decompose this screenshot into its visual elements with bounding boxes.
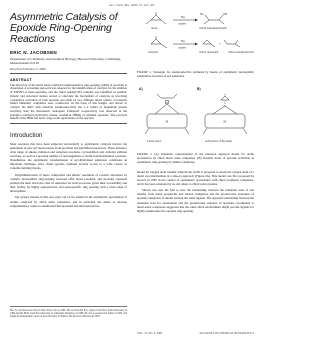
received-date: Received February 2, 2000 — [10, 67, 46, 71]
svg-text:O: O — [166, 101, 168, 105]
paragraph: Most reactions that have been subjected successfully to asymmetric catalysis involve the generation of new sp3 stereocenters from prochiral sp2-hybridized precursors. These include a wide range of alkene oxidation and reduction reactions, cycloaddition and carbonyl addition reactions, as well as a growing number of rearrangement or olefin-functionalization reactions. Nonetheless, the asymmetric transformation of sp3-hybridized substrates constitutes an important challenge, since chiral epoxide synthons provide access to a wide variety of valuable building blocks. — [10, 141, 127, 171]
panel-a-label: A) — [139, 87, 143, 92]
divider — [10, 73, 127, 74]
svg-text:O: O — [155, 12, 158, 16]
svg-text:O: O — [224, 93, 226, 97]
figure-1-caption: FIGURE 1. Strategies for enantioselective synthesis by means of asymmetric nucleophilic substitution reactions of sp3 substrates. — [137, 70, 254, 78]
svg-text:O: O — [155, 35, 158, 40]
resolved-epoxide-structure — [203, 40, 215, 47]
chiral-unreacted-label: chiral, unreacted — [199, 51, 219, 54]
svg-text:M: M — [165, 119, 169, 124]
abstract-text: The discovery of the metal salen-catalyzed enantioselective ring-opening (ARO) of epoxides is chronicled. A screening approach was adopted for the identification of catalysts for the addition of TMSN3 to meso-epoxides, and the chiral (salen)CrN3 complex was identified as optimal. Kinetic and structural studies served to elucidate the mechanism of catalysis as involving cooperative activation of both epoxide and azide by two different metal centers. Covalently linked bimetallic complexes were constructed on the basis of this insight, and shown to catalyze the ARO with identical enantioselectivity but 1–2 orders of magnitude greater reactivity than the monomeric analogues. Enhanced cooperativity was observed in the (salen)Co-catalyzed hydrolytic kinetic resolution (HKR) of terminal epoxides. The practical benefit of the HKR has led to large-scale applications of the reaction. — [10, 82, 127, 121]
paragraph: Shown was also the first to note the relationship between the transition state of one transfer from metal porphyrins and related complexes and the ground-state structures of epoxide complexes of metals bearing the same ligands. The apparent relationship between the transition state for epoxidation and the ground-state structure of epoxides coordinated to metal-salen complexes suggested that the same chiral environment might provide ligands for highly enantioselective epoxide ring-opening. — [137, 188, 254, 213]
nucleophile-label: Nu — [181, 15, 185, 19]
figure-2 — [137, 84, 254, 164]
arrowhead — [195, 43, 198, 45]
nucleophile-label: Nu — [181, 39, 185, 43]
svg-text:+: + — [219, 42, 221, 46]
epoxide-activation-label: Activation of Epoxide — [205, 139, 232, 144]
figure-2-scheme — [137, 84, 254, 146]
catalyst-label: catalyst — [178, 22, 186, 26]
meso-epoxide-structure — [146, 15, 166, 24]
right-column-body — [137, 170, 254, 214]
right-column — [137, 12, 254, 213]
chiral-enantioenriched-label: chiral enantioenriched — [228, 51, 254, 54]
author-affiliation: Department of Chemistry and Chemical Biology, Harvard University, Cambridge, Massachusetts 02138 — [10, 56, 122, 65]
ring-opened-product — [224, 40, 240, 47]
journal-citation: Acc. Chem. Res. 2000, 33, 421–431 — [109, 3, 155, 7]
page-footer — [137, 332, 254, 335]
left-column — [10, 12, 127, 208]
author-biography-footnote: Eric N. Jacobsen was born in New York City in 1960. He received his B.S. degree from New York University in 1982 and his Ph.D. from the University of California, Berkeley, in 1986. He was a postdoctoral fellow at MIT, and began his independent career at the University of Illinois. He moved to Harvard in 1993. — [10, 306, 127, 318]
paragraph: Desymmetrization of meso compounds and kinetic resolution of racemic substrates by catalytic nucleophilic ring-opening reactions offer broad potential, and epoxides represent perhaps the most attractive class of substrates for such processes, given their accessibility and their facility for highly regioselective and stereospecific ring opening with a wide range of nucleophiles. — [10, 172, 127, 194]
author-name: ERIC N. JACOBSEN — [10, 50, 57, 55]
issue-info: VOL. 33, NO. 6, 2000 — [137, 332, 163, 335]
paragraph: model for oxygen atom transfer wherein the olefin is proposed to attack the oxygen atom of a metal oxo intermediate in a side-on approach (Figure 2A). This model was first proposed by Groves in 1985 in the context of asymmetric epoxidation with chiral porphyrin complexes, and it has been extended by us and others to chiral salen systems. — [137, 169, 254, 186]
chiral-enantioenriched-label: chiral enantioenriched — [199, 26, 227, 30]
racemic-label: racemic — [148, 50, 159, 54]
paragraph: My group's interest in this area grew out of our studies in the asymmetric epoxidation of olefins catalyzed by chiral salen complexes, and in particular the desire to develop complementary routes to enantioenriched epoxides and their derivatives. — [10, 195, 127, 208]
svg-text:M: M — [223, 119, 227, 124]
meso-label: meso — [151, 26, 158, 30]
svg-text:Nu: Nu — [200, 13, 204, 16]
divider — [10, 123, 127, 124]
salen-complex-b — [203, 93, 247, 134]
lewis-acid-label: Lewis Acid — [147, 139, 161, 144]
arrowhead — [195, 19, 198, 21]
salen-complex-a — [145, 94, 189, 134]
panel-b-label: B) — [197, 87, 201, 92]
figure-2-caption: FIGURE 2. (A) Schematic representation of the salen-ion approach model for olefin epoxidation by chiral metal salen complexes. (B) Possible mode of epoxide activation in asymmetric ring-opening by similar complexes. — [137, 152, 254, 164]
svg-text:OH: OH — [223, 13, 228, 16]
racemic-epoxide-structure — [151, 39, 167, 48]
abstract-heading: ABSTRACT — [10, 78, 33, 82]
journal-page-number: ACCOUNTS OF CHEMICAL RESEARCH 421 — [199, 332, 254, 335]
figure-1 — [137, 12, 254, 78]
ring-opened-product — [204, 15, 224, 24]
article-title: Asymmetric Catalysis of Epoxide Ring-Opening Reactions — [10, 11, 118, 45]
catalyst-label: catalyst — [178, 46, 186, 50]
figure-1-scheme — [137, 12, 254, 64]
introduction-heading: Introduction — [10, 132, 43, 139]
introduction-body — [10, 142, 127, 208]
